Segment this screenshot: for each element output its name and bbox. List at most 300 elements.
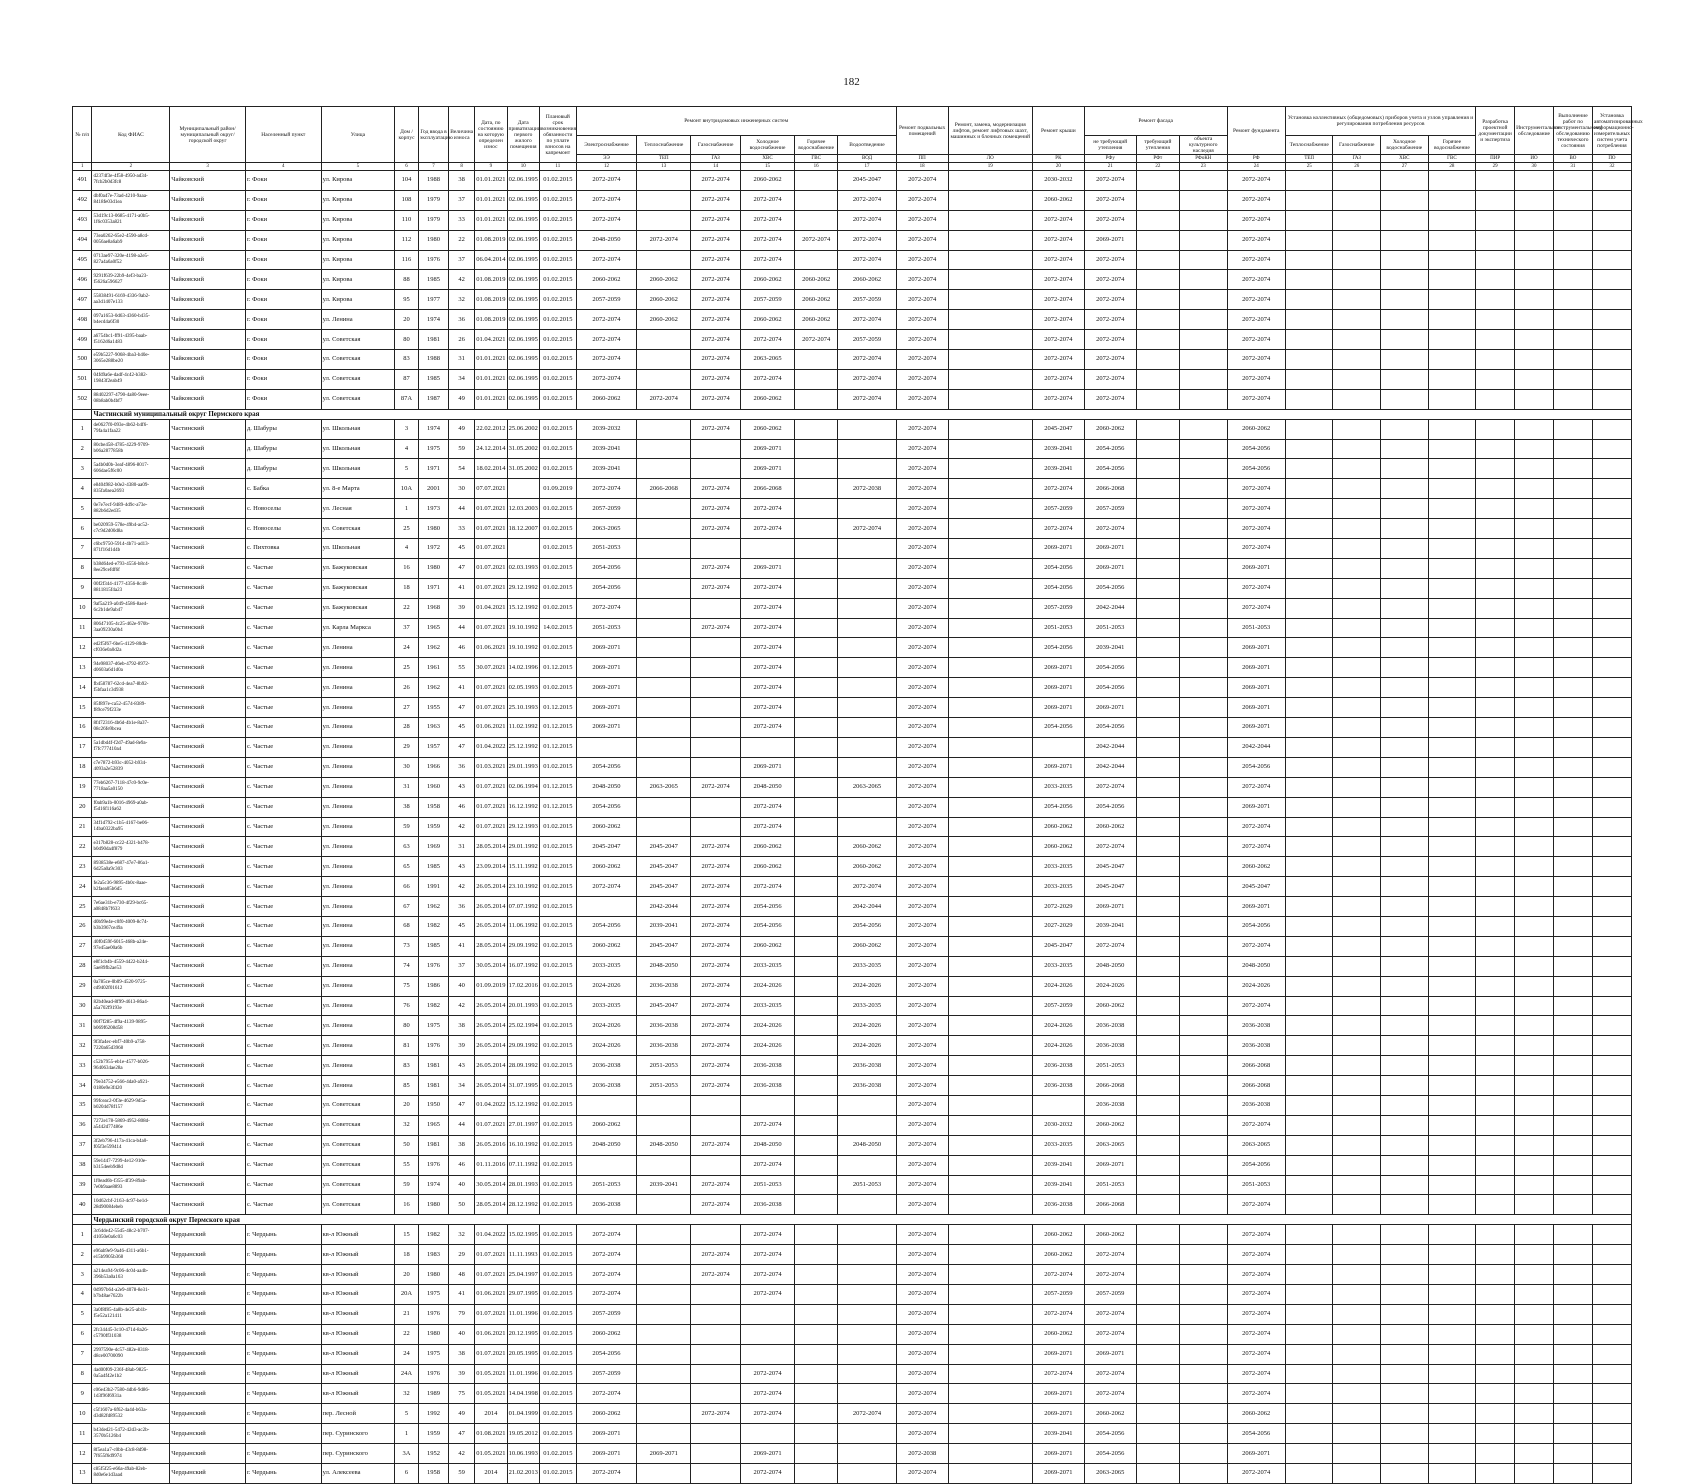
state-term-cell <box>1553 817 1592 837</box>
table-row <box>73 837 1632 857</box>
street-cell: ул. Школьная <box>321 539 395 559</box>
capital-repair-table-sheet <box>72 106 1643 1484</box>
cold-water-term-cell: 2024-2026 <box>741 976 795 996</box>
cold-water-term-cell: 2072-2074 <box>741 678 795 698</box>
lift-term-cell <box>948 916 1032 936</box>
hot-water-term-cell: 2060-2062 <box>795 310 838 330</box>
foundation-term-cell: 2072-2074 <box>1227 1464 1285 1484</box>
meter-hot-cell <box>1428 1016 1476 1036</box>
cold-water-term-cell: 2060-2062 <box>741 171 795 191</box>
header-plan-date: Плановый срок возникновения обязанности по уплате взносов на капремонт <box>539 107 576 163</box>
hot-water-term-cell <box>795 369 838 389</box>
heat-term-cell <box>637 1245 691 1265</box>
house-number-cell: 24А <box>395 1364 419 1384</box>
fias-code-cell: de0627f0-093e-4b62-b4f6-79fa4a1faa22 <box>92 419 170 439</box>
fias-code-cell: 85f897e-ca52-4574-8389-f89ce79f233e <box>92 698 170 718</box>
meter-cold-cell <box>1381 1284 1429 1304</box>
roof-term-cell: 2033-2035 <box>1032 877 1084 897</box>
house-number-cell: 83 <box>395 1056 419 1076</box>
heat-term-cell <box>637 250 691 270</box>
facade-warm-term-cell <box>1136 439 1179 459</box>
facade-term-cell: 2066-2068 <box>1084 1195 1136 1215</box>
facade-warm-term-cell <box>1136 817 1179 837</box>
fias-code-cell: 82b40ead-8f99-4613-86a4-a5a702f9193e <box>92 996 170 1016</box>
facade-term-cell: 2048-2050 <box>1084 956 1136 976</box>
table-row <box>73 1464 1632 1484</box>
facade-cult-term-cell <box>1179 1464 1227 1484</box>
facade-term-cell: 2069-2071 <box>1084 1344 1136 1364</box>
design-term-cell <box>1476 658 1515 678</box>
house-number-cell: 88 <box>395 270 419 290</box>
privatization-date-cell: 21.02.2013 <box>507 1464 539 1484</box>
fias-code-cell: 2997590e-dc57-482e-8318-d8ce00700090 <box>92 1344 170 1364</box>
facade-cult-term-cell <box>1179 658 1227 678</box>
lift-term-cell <box>948 718 1032 738</box>
cold-water-term-cell: 2072-2074 <box>741 1364 795 1384</box>
lift-term-cell <box>948 499 1032 519</box>
build-year-cell: 1981 <box>418 1135 448 1155</box>
heat-term-cell <box>637 618 691 638</box>
settlement-cell: г. Фоки <box>245 270 321 290</box>
facade-cult-term-cell <box>1179 718 1227 738</box>
street-cell: кв-л Южный <box>321 1364 395 1384</box>
header-column-number: 3 <box>170 163 246 171</box>
house-number-cell: 104 <box>395 171 419 191</box>
facade-cult-term-cell <box>1179 419 1227 439</box>
roof-term-cell: 2051-2053 <box>1032 618 1084 638</box>
survey-term-cell <box>1515 270 1554 290</box>
row-number-cell: 5 <box>73 1304 92 1324</box>
header-column-number: 24 <box>1227 163 1285 171</box>
house-number-cell: 59 <box>395 817 419 837</box>
roof-term-cell: 2036-2038 <box>1032 1076 1084 1096</box>
header-facade: Ремонт фасада <box>1084 107 1227 136</box>
hot-water-term-cell <box>795 1404 838 1424</box>
foundation-term-cell: 2072-2074 <box>1227 936 1285 956</box>
facade-warm-term-cell <box>1136 1095 1179 1115</box>
meter-heat-cell <box>1285 777 1333 797</box>
municipality-cell: Чердынский <box>170 1424 246 1444</box>
heat-term-cell: 2036-2038 <box>637 1016 691 1036</box>
measure-term-cell <box>1592 1225 1631 1245</box>
measure-term-cell <box>1592 737 1631 757</box>
meter-gas-cell <box>1333 1404 1381 1424</box>
meter-hot-cell <box>1428 777 1476 797</box>
wear-percent-cell: 30 <box>449 479 475 499</box>
premises-term-cell: 2072-2074 <box>896 290 948 310</box>
measure-term-cell <box>1592 1155 1631 1175</box>
meter-cold-cell <box>1381 499 1429 519</box>
gas-term-cell: 2072-2074 <box>691 1265 741 1285</box>
row-number-cell: 39 <box>73 1175 92 1195</box>
measure-term-cell <box>1592 439 1631 459</box>
header-facade-req: требующий утепления <box>1136 136 1179 155</box>
heat-term-cell: 2045-2047 <box>637 877 691 897</box>
meter-heat-cell <box>1285 230 1333 250</box>
municipality-cell: Чайковский <box>170 171 246 191</box>
lift-term-cell <box>948 1115 1032 1135</box>
facade-term-cell: 2042-2044 <box>1084 737 1136 757</box>
municipality-cell: Частинский <box>170 996 246 1016</box>
header-m-cold: Холодное водоснабжение <box>1381 136 1429 155</box>
meter-cold-cell <box>1381 956 1429 976</box>
gas-term-cell <box>691 1464 741 1484</box>
build-year-cell: 1972 <box>418 539 448 559</box>
settlement-cell: с. Частые <box>245 877 321 897</box>
settlement-cell: г. Чердынь <box>245 1464 321 1484</box>
meter-gas-cell <box>1333 757 1381 777</box>
facade-warm-term-cell <box>1136 956 1179 976</box>
house-number-cell: 25 <box>395 519 419 539</box>
sewer-term-cell: 2072-2074 <box>838 877 896 897</box>
measure-term-cell <box>1592 718 1631 738</box>
gas-term-cell: 2072-2074 <box>691 250 741 270</box>
roof-term-cell: 2054-2056 <box>1032 578 1084 598</box>
foundation-term-cell: 2072-2074 <box>1227 499 1285 519</box>
wear-percent-cell: 49 <box>449 389 475 409</box>
table-row <box>73 1324 1632 1344</box>
house-number-cell: 29 <box>395 737 419 757</box>
settlement-cell: с. Новоселы <box>245 519 321 539</box>
municipality-cell: Частинский <box>170 757 246 777</box>
survey-term-cell <box>1515 698 1554 718</box>
facade-term-cell: 2072-2074 <box>1084 389 1136 409</box>
design-term-cell <box>1476 1444 1515 1464</box>
tech-date-cell: 01.07.2021 <box>475 678 507 698</box>
gas-term-cell: 2072-2074 <box>691 369 741 389</box>
privatization-date-cell: 16.10.1992 <box>507 1135 539 1155</box>
premises-term-cell: 2072-2074 <box>896 578 948 598</box>
settlement-cell: д. Шабуры <box>245 419 321 439</box>
design-term-cell <box>1476 837 1515 857</box>
state-term-cell <box>1553 369 1592 389</box>
facade-warm-term-cell <box>1136 558 1179 578</box>
premises-term-cell: 2072-2074 <box>896 1304 948 1324</box>
design-term-cell <box>1476 250 1515 270</box>
foundation-term-cell: 2066-2068 <box>1227 1076 1285 1096</box>
meter-hot-cell <box>1428 1175 1476 1195</box>
cold-water-term-cell <box>741 1095 795 1115</box>
wear-percent-cell: 40 <box>449 1175 475 1195</box>
tech-date-cell: 30.07.2021 <box>475 658 507 678</box>
build-year-cell: 1976 <box>418 250 448 270</box>
measure-term-cell <box>1592 1265 1631 1285</box>
gas-term-cell: 2072-2074 <box>691 956 741 976</box>
meter-heat-cell <box>1285 1464 1333 1484</box>
tech-date-cell: 01.01.2021 <box>475 389 507 409</box>
electro-term-cell: 2057-2059 <box>576 1364 637 1384</box>
municipality-cell: Частинский <box>170 718 246 738</box>
table-row <box>73 1095 1632 1115</box>
facade-warm-term-cell <box>1136 618 1179 638</box>
settlement-cell: с. Частые <box>245 916 321 936</box>
facade-warm-term-cell <box>1136 290 1179 310</box>
meter-hot-cell <box>1428 499 1476 519</box>
meter-heat-cell <box>1285 270 1333 290</box>
municipality-cell: Частинский <box>170 618 246 638</box>
meter-gas-cell <box>1333 877 1381 897</box>
meter-cold-cell <box>1381 996 1429 1016</box>
plan-date-cell: 01.02.2015 <box>539 976 576 996</box>
meter-hot-cell <box>1428 737 1476 757</box>
facade-warm-term-cell <box>1136 1195 1179 1215</box>
meter-heat-cell <box>1285 857 1333 877</box>
state-term-cell <box>1553 499 1592 519</box>
wear-percent-cell: 49 <box>449 1404 475 1424</box>
meter-heat-cell <box>1285 837 1333 857</box>
premises-term-cell: 2072-2074 <box>896 1195 948 1215</box>
fias-code-cell: 77eb6267-7118-47c0-9c0e-7718aa5a0150 <box>92 777 170 797</box>
plan-date-cell: 01.02.2015 <box>539 419 576 439</box>
lift-term-cell <box>948 1245 1032 1265</box>
fias-code-cell: c52b7955-eb1e-4577-b026-9640634ae28a <box>92 1056 170 1076</box>
table-row <box>73 1265 1632 1285</box>
survey-term-cell <box>1515 936 1554 956</box>
municipality-cell: Чердынский <box>170 1444 246 1464</box>
house-number-cell: 66 <box>395 877 419 897</box>
meter-cold-cell <box>1381 797 1429 817</box>
survey-term-cell <box>1515 389 1554 409</box>
meter-gas-cell <box>1333 1016 1381 1036</box>
survey-term-cell <box>1515 1364 1554 1384</box>
house-number-cell: 81 <box>395 1036 419 1056</box>
municipality-cell: Частинский <box>170 698 246 718</box>
cold-water-term-cell: 2054-2056 <box>741 916 795 936</box>
state-term-cell <box>1553 558 1592 578</box>
survey-term-cell <box>1515 369 1554 389</box>
fias-code-cell: 88402297-4790-4a80-9eee-08b8ab0b4bf7 <box>92 389 170 409</box>
meter-hot-cell <box>1428 519 1476 539</box>
electro-term-cell: 2039-2041 <box>576 439 637 459</box>
roof-term-cell: 2069-2071 <box>1032 1444 1084 1464</box>
lift-term-cell <box>948 270 1032 290</box>
state-term-cell <box>1553 678 1592 698</box>
municipality-cell: Чайковский <box>170 330 246 350</box>
wear-percent-cell: 47 <box>449 737 475 757</box>
gas-term-cell <box>691 1444 741 1464</box>
header-column-number: 31 <box>1553 163 1592 171</box>
table-header <box>73 107 1643 171</box>
electro-term-cell <box>576 1095 637 1115</box>
design-term-cell <box>1476 1225 1515 1245</box>
design-term-cell <box>1476 210 1515 230</box>
electro-term-cell: 2069-2071 <box>576 658 637 678</box>
build-year-cell: 1976 <box>418 1304 448 1324</box>
survey-term-cell <box>1515 1324 1554 1344</box>
tech-date-cell: 01.08.2021 <box>475 1424 507 1444</box>
design-term-cell <box>1476 1245 1515 1265</box>
row-number-cell: 495 <box>73 250 92 270</box>
premises-term-cell: 2072-2074 <box>896 1344 948 1364</box>
municipality-cell: Частинский <box>170 817 246 837</box>
gas-term-cell: 2072-2074 <box>691 1016 741 1036</box>
hot-water-term-cell <box>795 171 838 191</box>
electro-term-cell: 2072-2074 <box>576 1284 637 1304</box>
premises-term-cell: 2072-2074 <box>896 996 948 1016</box>
facade-cult-term-cell <box>1179 1245 1227 1265</box>
facade-cult-term-cell <box>1179 558 1227 578</box>
plan-date-cell: 01.02.2015 <box>539 519 576 539</box>
design-term-cell <box>1476 638 1515 658</box>
facade-term-cell: 2054-2056 <box>1084 1424 1136 1444</box>
cold-water-term-cell: 2024-2026 <box>741 1036 795 1056</box>
municipality-cell: Частинский <box>170 499 246 519</box>
tech-date-cell: 26.05.2014 <box>475 1076 507 1096</box>
meter-hot-cell <box>1428 330 1476 350</box>
meter-cold-cell <box>1381 916 1429 936</box>
street-cell: ул. Ленина <box>321 1076 395 1096</box>
meter-hot-cell <box>1428 936 1476 956</box>
meter-hot-cell <box>1428 797 1476 817</box>
meter-hot-cell <box>1428 1444 1476 1464</box>
table-row <box>73 1384 1632 1404</box>
street-cell: ул. Школьная <box>321 459 395 479</box>
meter-gas-cell <box>1333 1265 1381 1285</box>
facade-term-cell: 2072-2074 <box>1084 1265 1136 1285</box>
survey-term-cell <box>1515 976 1554 996</box>
row-number-cell: 33 <box>73 1056 92 1076</box>
lift-term-cell <box>948 658 1032 678</box>
premises-term-cell: 2072-2074 <box>896 618 948 638</box>
house-number-cell: 24 <box>395 638 419 658</box>
survey-term-cell <box>1515 1265 1554 1285</box>
foundation-term-cell: 2069-2071 <box>1227 897 1285 917</box>
hot-water-term-cell <box>795 757 838 777</box>
facade-term-cell: 2024-2026 <box>1084 976 1136 996</box>
meter-hot-cell <box>1428 658 1476 678</box>
premises-term-cell: 2072-2074 <box>896 678 948 698</box>
hot-water-term-cell <box>795 1095 838 1115</box>
plan-date-cell: 01.02.2015 <box>539 350 576 370</box>
measure-term-cell <box>1592 1344 1631 1364</box>
gas-term-cell <box>691 1324 741 1344</box>
meter-heat-cell <box>1285 877 1333 897</box>
meter-gas-cell <box>1333 598 1381 618</box>
cold-water-term-cell: 2072-2074 <box>741 578 795 598</box>
lift-term-cell <box>948 190 1032 210</box>
sewer-term-cell: 2024-2026 <box>838 1016 896 1036</box>
table-row <box>73 1404 1632 1424</box>
privatization-date-cell: 02.03.1993 <box>507 558 539 578</box>
roof-term-cell: 2033-2035 <box>1032 956 1084 976</box>
premises-term-cell: 2072-2074 <box>896 1284 948 1304</box>
cold-water-term-cell <box>741 1304 795 1324</box>
facade-term-cell: 2072-2074 <box>1084 290 1136 310</box>
plan-date-cell: 01.02.2015 <box>539 1464 576 1484</box>
measure-term-cell <box>1592 877 1631 897</box>
tech-date-cell: 22.02.2012 <box>475 419 507 439</box>
sewer-term-cell: 2024-2026 <box>838 1036 896 1056</box>
gas-term-cell: 2072-2074 <box>691 389 741 409</box>
street-cell: ул. Ленина <box>321 698 395 718</box>
survey-term-cell <box>1515 1036 1554 1056</box>
meter-hot-cell <box>1428 678 1476 698</box>
house-number-cell: 3 <box>395 419 419 439</box>
wear-percent-cell: 44 <box>449 499 475 519</box>
table-row <box>73 290 1632 310</box>
settlement-cell: с. Частые <box>245 757 321 777</box>
meter-gas-cell <box>1333 1036 1381 1056</box>
gas-term-cell: 2072-2074 <box>691 499 741 519</box>
header-m-gas: Газоснабжение <box>1333 136 1381 155</box>
measure-term-cell <box>1592 1384 1631 1404</box>
state-term-cell <box>1553 1304 1592 1324</box>
lift-term-cell <box>948 171 1032 191</box>
electro-term-cell: 2072-2074 <box>576 1245 637 1265</box>
premises-term-cell: 2072-2074 <box>896 310 948 330</box>
survey-term-cell <box>1515 330 1554 350</box>
facade-cult-term-cell <box>1179 936 1227 956</box>
cold-water-term-cell: 2060-2062 <box>741 270 795 290</box>
gas-term-cell: 2072-2074 <box>691 897 741 917</box>
facade-warm-term-cell <box>1136 389 1179 409</box>
meter-hot-cell <box>1428 698 1476 718</box>
fias-code-cell: e317b828-cc22-4321-b478-b0d90da4f879 <box>92 837 170 857</box>
section-header-spacer <box>73 409 92 419</box>
privatization-date-cell: 25.10.1993 <box>507 698 539 718</box>
table-body <box>73 171 1632 1484</box>
heat-term-cell: 2045-2047 <box>637 837 691 857</box>
table-row <box>73 389 1632 409</box>
municipality-cell: Частинский <box>170 1095 246 1115</box>
facade-cult-term-cell <box>1179 270 1227 290</box>
facade-warm-term-cell <box>1136 1424 1179 1444</box>
survey-term-cell <box>1515 250 1554 270</box>
electro-term-cell: 2048-2050 <box>576 1135 637 1155</box>
survey-term-cell <box>1515 1284 1554 1304</box>
heat-term-cell: 2036-2038 <box>637 1036 691 1056</box>
meter-cold-cell <box>1381 1095 1429 1115</box>
meter-heat-cell <box>1285 519 1333 539</box>
section-header-row <box>73 409 1632 419</box>
electro-term-cell <box>576 1155 637 1175</box>
cold-water-term-cell: 2069-2071 <box>741 1444 795 1464</box>
foundation-term-cell: 2069-2071 <box>1227 797 1285 817</box>
table-row <box>73 797 1632 817</box>
header-column-number: 22 <box>1136 163 1179 171</box>
fias-code-cell: c06e43b2-7580-4db6-9d86-1d3f96f6931a <box>92 1384 170 1404</box>
tech-date-cell: 26.05.2014 <box>475 916 507 936</box>
meter-hot-cell <box>1428 1115 1476 1135</box>
meter-heat-cell <box>1285 638 1333 658</box>
lift-term-cell <box>948 1404 1032 1424</box>
meter-hot-cell <box>1428 578 1476 598</box>
survey-term-cell <box>1515 1095 1554 1115</box>
street-cell: ул. Школьная <box>321 439 395 459</box>
cold-water-term-cell: 2072-2074 <box>741 718 795 738</box>
municipality-cell: Частинский <box>170 1175 246 1195</box>
survey-term-cell <box>1515 578 1554 598</box>
facade-warm-term-cell <box>1136 419 1179 439</box>
measure-term-cell <box>1592 171 1631 191</box>
plan-date-cell: 01.02.2015 <box>539 389 576 409</box>
fias-code-cell: 5a1dbd4f-f2d7-49ad-8e9a-f7fc777410a4 <box>92 737 170 757</box>
design-term-cell <box>1476 1036 1515 1056</box>
cold-water-term-cell: 2069-2071 <box>741 558 795 578</box>
build-year-cell: 1988 <box>418 171 448 191</box>
electro-term-cell: 2051-2053 <box>576 1175 637 1195</box>
measure-term-cell <box>1592 817 1631 837</box>
tech-date-cell: 26.05.2014 <box>475 1036 507 1056</box>
row-number-cell: 25 <box>73 897 92 917</box>
meter-hot-cell <box>1428 1225 1476 1245</box>
wear-percent-cell: 38 <box>449 171 475 191</box>
fias-code-cell: e8404982-b0e2-4380-aa09-835fa0aea2693 <box>92 479 170 499</box>
electro-term-cell: 2060-2062 <box>576 817 637 837</box>
meter-cold-cell <box>1381 330 1429 350</box>
facade-cult-term-cell <box>1179 459 1227 479</box>
sewer-term-cell: 2036-2038 <box>838 1056 896 1076</box>
